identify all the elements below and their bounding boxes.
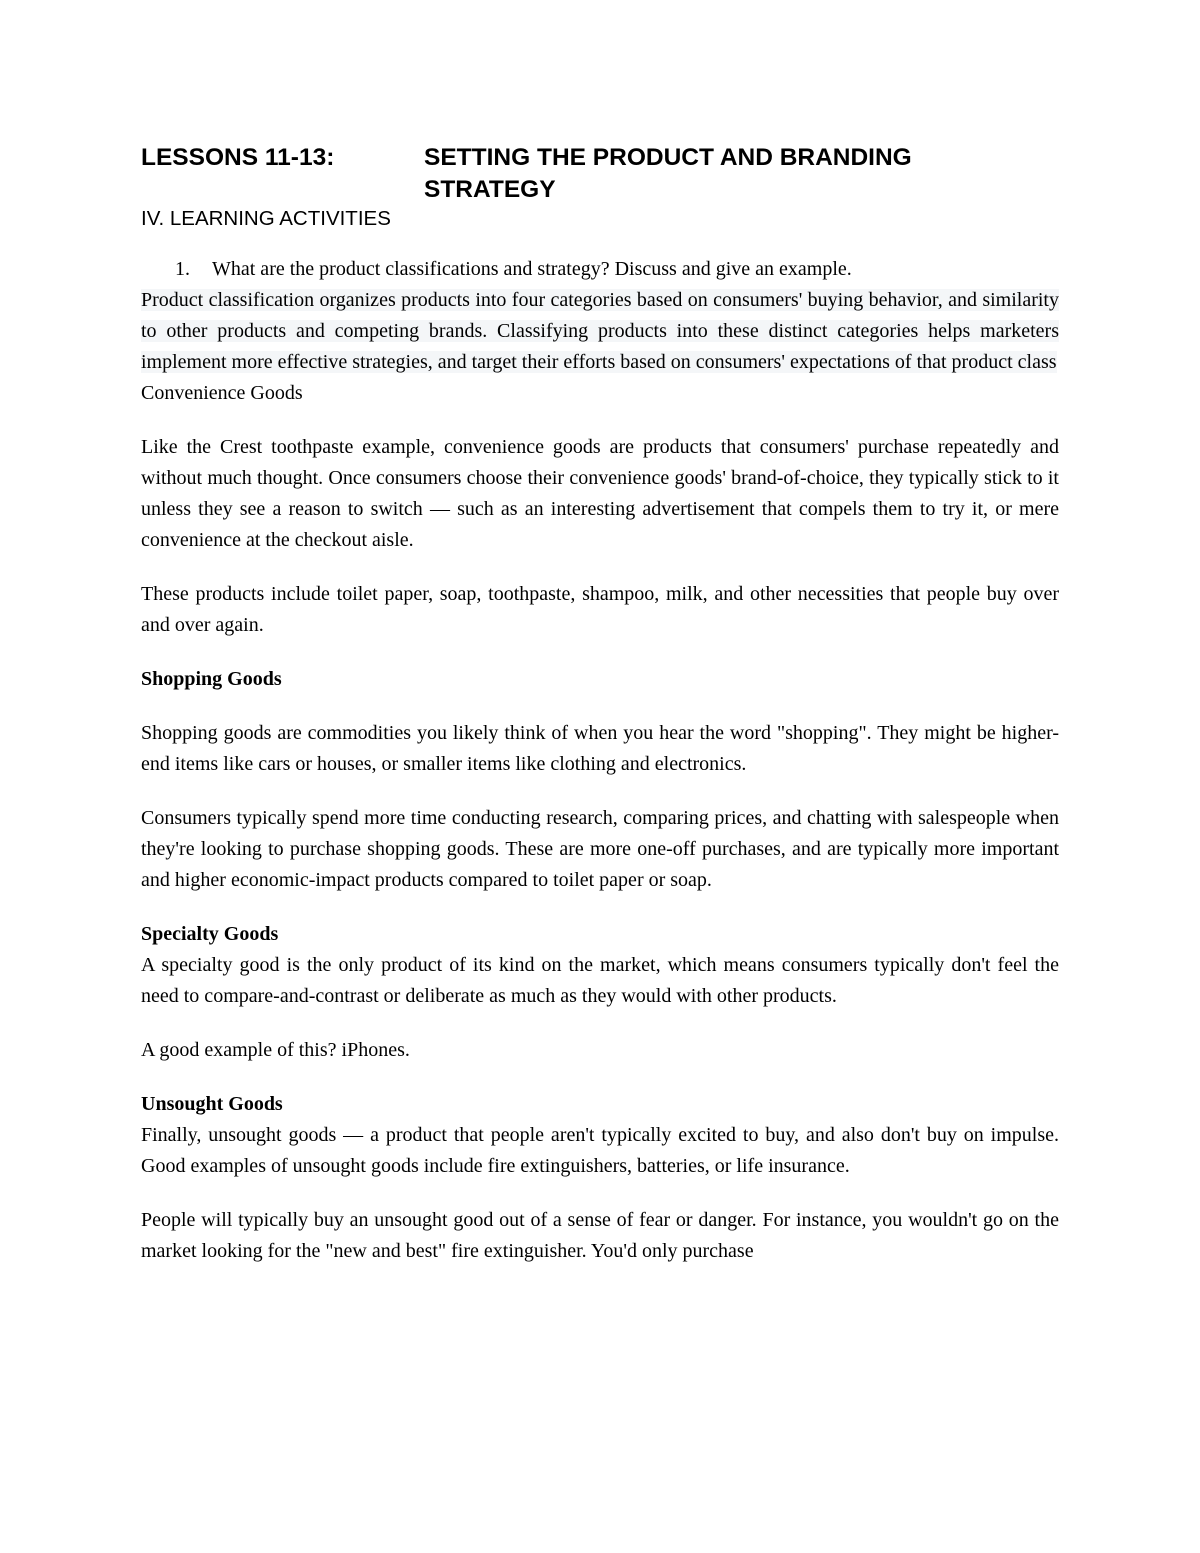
- lesson-number: LESSONS 11-13:: [141, 144, 335, 171]
- page-content: [141, 142, 1059, 1267]
- convenience-paragraph-1: Like the Crest toothpaste example, convenience goods are products that consumers' purchase repeatedly and without much thought. Once consumers choose their convenience goods' brand-of-choice, they typically stick to it unless they see a reason to switch — such as an interesting advertisement that compels them to try it, or mere convenience at the checkout aisle.: [141, 436, 1059, 551]
- unsought-heading: Unsought Goods: [141, 1093, 283, 1115]
- shopping-paragraph-1: Shopping goods are commodities you likely think of when you hear the word "shopping". They might be higher-end items like cars or houses, or smaller items like clothing and electronics.: [141, 722, 1059, 775]
- lesson-title: SETTING THE PRODUCT AND BRANDING STRATEGY: [424, 144, 912, 203]
- specialty-paragraph-1: A specialty good is the only product of its kind on the market, which means consumers typically don't feel the need to compare-and-contrast or deliberate as much as they would with other products.: [141, 954, 1059, 1007]
- convenience-paragraph-2: These products include toilet paper, soap, toothpaste, shampoo, milk, and other necessities that people buy over and over again.: [141, 583, 1059, 636]
- section-title: IV. LEARNING ACTIVITIES: [141, 207, 391, 230]
- specialty-heading: Specialty Goods: [141, 923, 279, 945]
- question-number: 1.: [175, 258, 190, 280]
- question-text: What are the product classifications and strategy? Discuss and give an example.: [212, 258, 852, 280]
- shopping-heading: Shopping Goods: [141, 668, 282, 690]
- shopping-paragraph-2: Consumers typically spend more time conducting research, comparing prices, and chatting with salespeople when they're looking to purchase shopping goods. These are more one-off purchases, and are typically more important and higher economic-impact products compared to toilet paper or soap.: [141, 807, 1059, 891]
- question-item: [141, 254, 1059, 285]
- convenience-heading: Convenience Goods: [141, 382, 303, 404]
- lesson-heading: [141, 142, 1059, 206]
- specialty-paragraph-2: A good example of this? iPhones.: [141, 1039, 410, 1061]
- unsought-paragraph-2: People will typically buy an unsought good out of a sense of fear or danger. For instance, you wouldn't go on the market looking for the "new and best" fire extinguisher. You'd only purchase: [141, 1209, 1059, 1262]
- intro-paragraph: [141, 285, 1059, 378]
- unsought-paragraph-1: Finally, unsought goods — a product that people aren't typically excited to buy, and also don't buy on impulse. Good examples of unsought goods include fire extinguishers, batteries, or life insurance.: [141, 1124, 1059, 1177]
- intro-paragraph-text: Product classification organizes products into four categories based on consumers' buying behavior, and similarity to other products and competing brands. Classifying products into these distinct categories helps marketers implement more effective strategies, and target their efforts based on consumers' expectations of that product class: [141, 289, 1059, 373]
